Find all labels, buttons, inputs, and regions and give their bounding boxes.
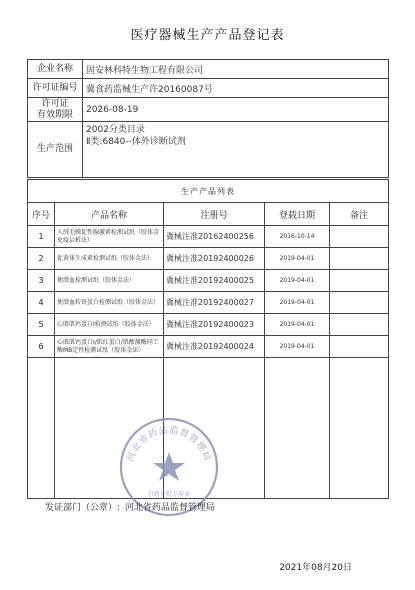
table-row xyxy=(28,270,389,292)
row-date: 2016-10-14 xyxy=(265,226,330,248)
row-name: 心肌肌钙蛋白I检测试纸（胶体金法） xyxy=(55,314,164,336)
row-date: 2019-04-01 xyxy=(265,248,330,270)
scope-line-2: Ⅱ类:6840--体外诊断试剂 xyxy=(86,137,186,147)
scope-value xyxy=(83,122,389,178)
validity-label xyxy=(28,98,83,122)
row-note xyxy=(330,270,389,292)
enterprise-info-table xyxy=(27,59,389,178)
scope-line-1: 2002分类目录 xyxy=(86,125,145,135)
row-note xyxy=(330,226,389,248)
table-row xyxy=(28,248,389,270)
row-reg: 冀械注准20192400026 xyxy=(164,248,265,270)
row-name: 人绒毛膜促性腺激素检测试纸（胶体金免疫层析法） xyxy=(55,226,164,248)
issue-date: 2021年08月20日 xyxy=(279,563,352,573)
license-number-label: 许可证编号 xyxy=(28,79,83,98)
row-no: 6 xyxy=(28,336,55,358)
table-row xyxy=(28,314,389,336)
row-name: 心肌肌钙蛋白I/肌红蛋白/肌酸激酶同工酶MB定性检测试纸（胶体金法） xyxy=(55,336,164,358)
row-no: 2 xyxy=(28,248,55,270)
row-no: 4 xyxy=(28,292,55,314)
row-date: 2019-04-01 xyxy=(265,292,330,314)
header-date: 登载日期 xyxy=(265,203,330,226)
issuer-line xyxy=(45,500,215,513)
table-row xyxy=(28,292,389,314)
row-no: 5 xyxy=(28,314,55,336)
row-name: 便潜血转铁蛋白检测试纸（胶体金法） xyxy=(55,292,164,314)
row-no: 1 xyxy=(28,226,55,248)
validity-label-line1: 许可证 xyxy=(41,98,69,109)
header-reg: 注册号 xyxy=(164,203,265,226)
header-name: 产品名称 xyxy=(55,203,164,226)
row-date: 2019-04-01 xyxy=(265,336,330,358)
table-row xyxy=(28,226,389,248)
document-title: 医疗器械生产产品登记表 xyxy=(130,28,285,43)
issuer-name: 河北省药品监督管理局 xyxy=(124,503,215,513)
table-row xyxy=(28,336,389,358)
row-reg: 冀械注准20192400025 xyxy=(164,270,265,292)
row-reg: 冀械注准20162400256 xyxy=(164,226,265,248)
row-date: 2019-04-01 xyxy=(265,314,330,336)
row-note xyxy=(330,336,389,358)
row-date: 2019-04-01 xyxy=(265,270,330,292)
product-list-title: 生产产品列表 xyxy=(28,180,389,203)
company-value: 固安林科特生物工程有限公司 xyxy=(83,60,389,79)
scope-label: 生产范围 xyxy=(28,122,83,178)
validity-value: 2026-08-19 xyxy=(83,98,389,122)
header-no: 序号 xyxy=(28,203,55,226)
header-note: 备注 xyxy=(330,203,389,226)
svg-text:河北省药品监督管理局: 河北省药品监督管理局 xyxy=(125,425,213,464)
license-number-value: 冀食药监械生产许20160087号 xyxy=(83,79,389,98)
row-name: 便潜血检测试纸（胶体金法） xyxy=(55,270,164,292)
validity-label-line2: 有效期限 xyxy=(36,109,73,120)
row-no: 3 xyxy=(28,270,55,292)
row-note xyxy=(330,248,389,270)
row-reg: 冀械注准20192400023 xyxy=(164,314,265,336)
row-reg: 冀械注准20192400027 xyxy=(164,292,265,314)
row-note xyxy=(330,292,389,314)
row-name: 促黄体生成素检测试纸（胶体金法） xyxy=(55,248,164,270)
issuer-label: 发证部门（公章）: xyxy=(45,503,121,513)
svg-text:行政审批专用章: 行政审批专用章 xyxy=(147,491,191,498)
company-label: 企业名称 xyxy=(28,60,83,79)
row-note xyxy=(330,314,389,336)
row-reg: 冀械注准20192400024 xyxy=(164,336,265,358)
